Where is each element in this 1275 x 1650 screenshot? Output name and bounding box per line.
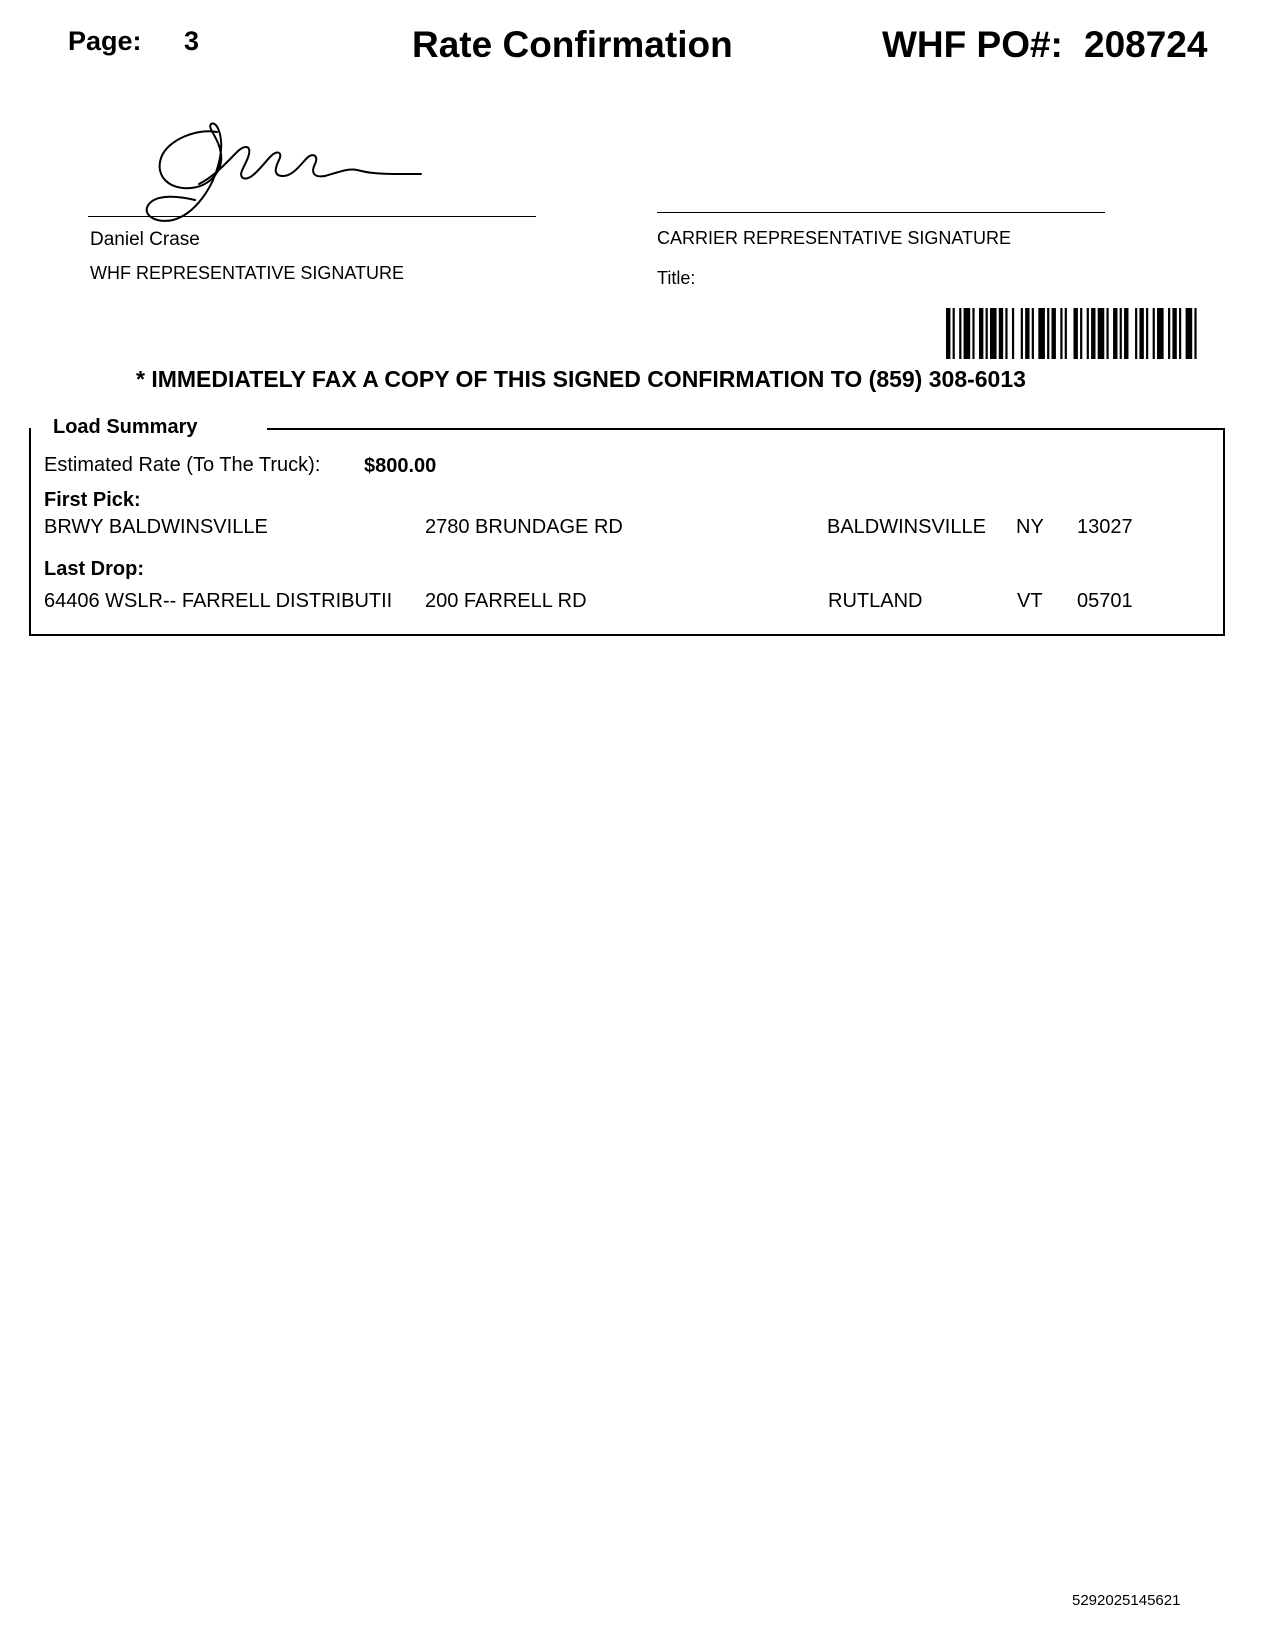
page-number: 3 xyxy=(184,26,200,56)
carrier-signature-label: CARRIER REPRESENTATIVE SIGNATURE xyxy=(657,228,1012,248)
last-drop-city: RUTLAND xyxy=(828,590,923,612)
whf-signature-label: WHF REPRESENTATIVE SIGNATURE xyxy=(90,263,405,283)
last-drop-zip: 05701 xyxy=(1077,590,1133,612)
first-pick-name: BRWY BALDWINSVILLE xyxy=(44,516,268,538)
whf-signature-line xyxy=(88,216,536,217)
po-number: 208724 xyxy=(1084,24,1208,65)
last-drop-state: VT xyxy=(1017,590,1043,612)
document-id: 5292025145621 xyxy=(1072,1592,1181,1609)
page-label: Page: xyxy=(68,26,142,56)
first-pick-zip: 13027 xyxy=(1077,516,1133,538)
load-summary-legend: Load Summary xyxy=(43,416,207,439)
rate-label: Estimated Rate (To The Truck): xyxy=(44,454,321,476)
load-summary-box xyxy=(29,416,1225,636)
barcode xyxy=(946,308,1201,359)
first-pick-address: 2780 BRUNDAGE RD xyxy=(425,516,623,538)
first-pick-label: First Pick: xyxy=(44,489,141,511)
first-pick-city: BALDWINSVILLE xyxy=(827,516,986,538)
whf-rep-name: Daniel Crase xyxy=(90,229,200,250)
handwritten-signature xyxy=(125,118,425,230)
po-label: WHF PO#: xyxy=(882,24,1063,65)
fax-notice: * IMMEDIATELY FAX A COPY OF THIS SIGNED CONFIRMATION TO (859) 308-6013 xyxy=(136,366,1026,392)
last-drop-label: Last Drop: xyxy=(44,558,144,580)
page-title: Rate Confirmation xyxy=(412,24,733,65)
first-pick-state: NY xyxy=(1016,516,1044,538)
rate-value: $800.00 xyxy=(364,455,437,477)
title-label: Title: xyxy=(657,268,696,288)
carrier-signature-line xyxy=(657,212,1105,213)
last-drop-name: 64406 WSLR-- FARRELL DISTRIBUTII xyxy=(44,590,393,612)
last-drop-address: 200 FARRELL RD xyxy=(425,590,587,612)
